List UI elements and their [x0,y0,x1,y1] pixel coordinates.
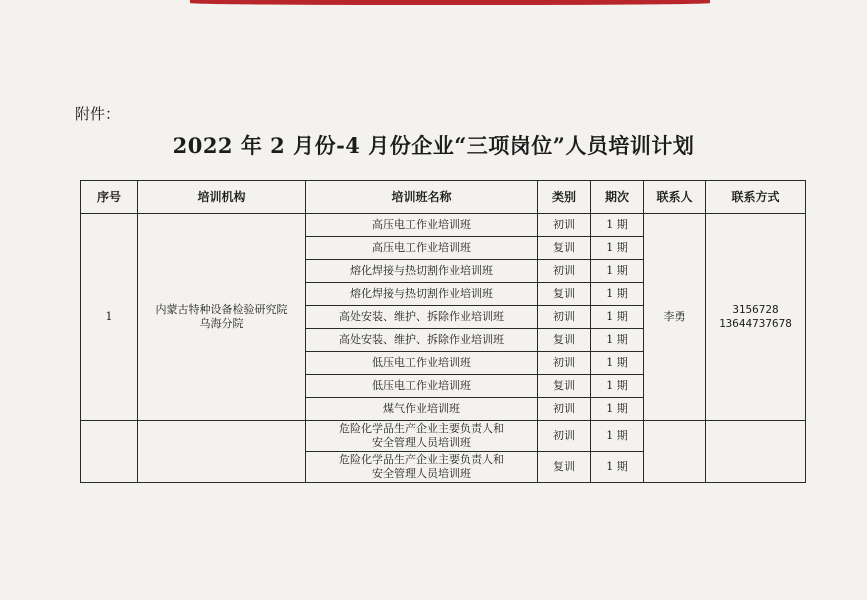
phone-mobile: 13644737678 [719,317,792,330]
col-header-contact-info: 联系方式 [706,181,806,214]
type-cell: 复训 [538,237,591,260]
class-name-line1: 危险化学品生产企业主要负责人和 [339,422,504,435]
class-name-line1: 危险化学品生产企业主要负责人和 [339,453,504,466]
period-cell: 1 期 [591,352,644,375]
col-header-type: 类别 [538,181,591,214]
phone-landline: 3156728 [732,303,779,316]
type-cell: 初训 [538,260,591,283]
class-name-cell: 高压电工作业培训班 [306,237,538,260]
period-cell: 1 期 [591,452,644,483]
class-name-cell: 低压电工作业培训班 [306,352,538,375]
type-cell: 复训 [538,375,591,398]
period-cell: 1 期 [591,306,644,329]
class-name-line2: 安全管理人员培训班 [372,436,471,449]
class-name-cell [306,452,538,483]
contact-person-cell: 李勇 [644,214,706,421]
type-cell: 复训 [538,329,591,352]
contact-info-cell [706,214,806,421]
class-name-cell: 高处安装、维护、拆除作业培训班 [306,306,538,329]
class-name-cell: 高处安装、维护、拆除作业培训班 [306,329,538,352]
org-cell [138,421,306,483]
training-plan-table [80,180,806,483]
org-name-line2: 乌海分院 [199,317,244,330]
class-name-cell: 煤气作业培训班 [306,398,538,421]
class-name-cell [306,421,538,452]
seq-cell: 1 [81,214,138,421]
period-cell: 1 期 [591,214,644,237]
contact-info-cell [706,421,806,483]
table-header-row [81,181,806,214]
type-cell: 初训 [538,421,591,452]
contact-person-cell [644,421,706,483]
period-cell: 1 期 [591,260,644,283]
type-cell: 初训 [538,352,591,375]
period-cell: 1 期 [591,283,644,306]
table-row [81,214,806,237]
period-cell: 1 期 [591,329,644,352]
type-cell: 初训 [538,306,591,329]
class-name-cell: 低压电工作业培训班 [306,375,538,398]
class-name-cell: 高压电工作业培训班 [306,214,538,237]
class-name-cell: 熔化焊接与热切割作业培训班 [306,283,538,306]
type-cell: 复训 [538,452,591,483]
top-red-stripe [190,0,710,5]
attachment-label: 附件： [75,105,121,123]
type-cell: 初训 [538,214,591,237]
table-row [81,421,806,452]
period-cell: 1 期 [591,398,644,421]
org-cell [138,214,306,421]
org-name-line1: 内蒙古特种设备检验研究院 [155,303,288,316]
col-header-seq: 序号 [81,181,138,214]
page-title: 2022 年 2 月份-4 月份企业“三项岗位”人员培训计划 [172,133,695,158]
class-name-line2: 安全管理人员培训班 [372,467,471,480]
col-header-class-name: 培训班名称 [306,181,538,214]
period-cell: 1 期 [591,375,644,398]
type-cell: 复训 [538,283,591,306]
period-cell: 1 期 [591,237,644,260]
col-header-period: 期次 [591,181,644,214]
col-header-org: 培训机构 [138,181,306,214]
class-name-cell: 熔化焊接与热切割作业培训班 [306,260,538,283]
seq-cell [81,421,138,483]
type-cell: 初训 [538,398,591,421]
col-header-contact-person: 联系人 [644,181,706,214]
period-cell: 1 期 [591,421,644,452]
